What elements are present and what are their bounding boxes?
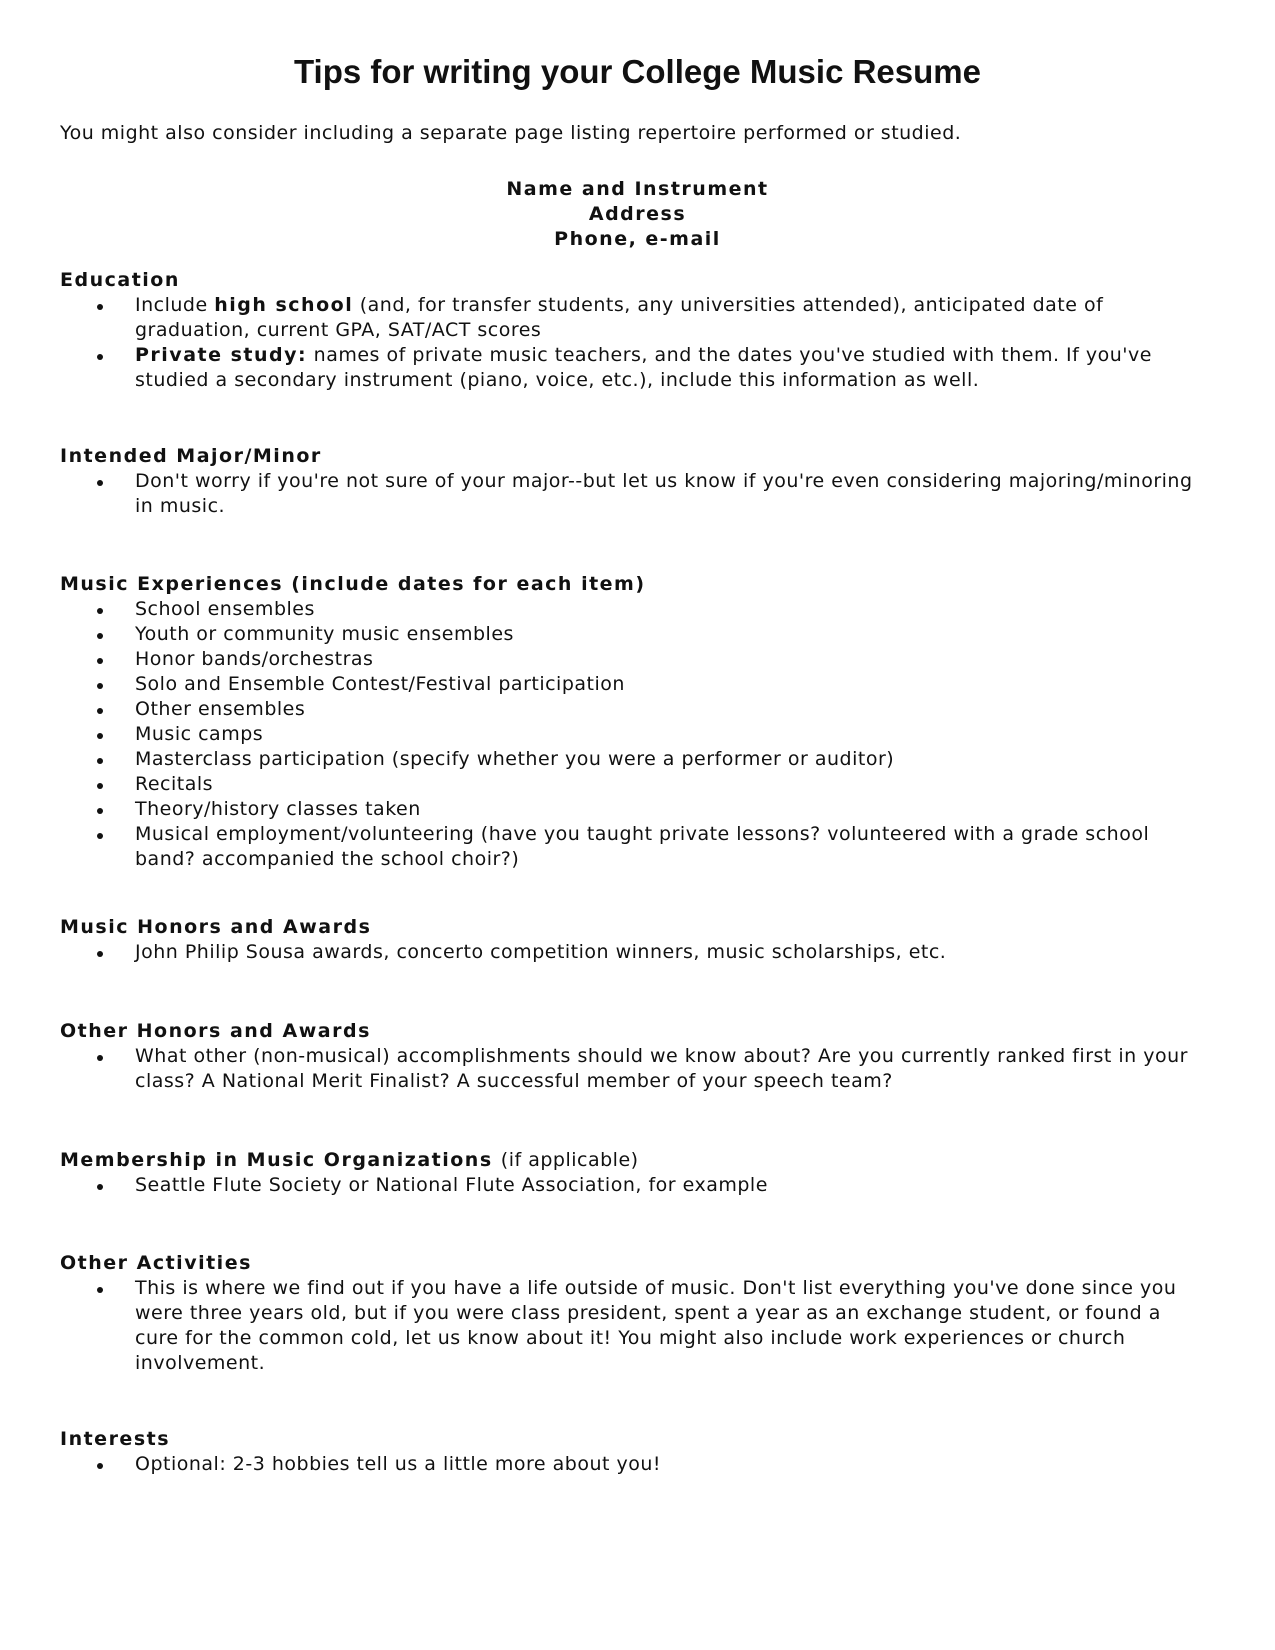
section-heading: Other Honors and Awards: [60, 1020, 371, 1042]
item-text: John Philip Sousa awards, concerto competition winners, music scholarships, etc.: [135, 941, 947, 963]
bullet-icon: [97, 608, 103, 614]
bullet-list: [60, 1452, 1210, 1477]
section-music-honors: [60, 915, 1210, 965]
bullet-icon: [97, 683, 103, 689]
list-item: [60, 597, 1210, 622]
list-item: [60, 1044, 1210, 1094]
section-activities: [60, 1251, 1210, 1376]
section-experiences: [60, 572, 1210, 872]
list-item: [60, 772, 1210, 797]
bullet-icon: [97, 758, 103, 764]
section-heading: Other Activities: [60, 1252, 252, 1274]
item-text: Theory/history classes taken: [135, 798, 421, 820]
list-item: [60, 697, 1210, 722]
contact-address: Address: [588, 203, 687, 225]
item-text: Solo and Ensemble Contest/Festival participation: [135, 673, 625, 695]
section-heading: Music Honors and Awards: [60, 916, 372, 938]
list-item: [60, 822, 1210, 872]
item-text: Include: [135, 294, 215, 316]
bullet-icon: [97, 783, 103, 789]
list-item: [60, 940, 1210, 965]
bullet-icon: [97, 658, 103, 664]
list-item: [60, 293, 1210, 343]
item-text: Masterclass participation (specify whether you were a performer or auditor): [135, 748, 895, 770]
item-text: Other ensembles: [135, 698, 306, 720]
list-item: [60, 469, 1210, 519]
list-item: [60, 647, 1210, 672]
bullet-list: [60, 293, 1210, 393]
item-text: Honor bands/orchestras: [135, 648, 374, 670]
list-item: [60, 1276, 1210, 1376]
bullet-icon: [97, 1184, 103, 1190]
bullet-icon: [97, 480, 103, 486]
section-heading: Education: [60, 269, 180, 291]
item-text: Music camps: [135, 723, 264, 745]
bullet-icon: [97, 733, 103, 739]
item-text: This is where we find out if you have a life outside of music. Don't list everything you've done since you were three years old, but if you were class president, spent a year as an exchange student, or found a cure for the common cold, let us know about it! You might also include work experiences or church involvement.: [135, 1277, 1177, 1374]
item-text: Recitals: [135, 773, 214, 795]
bullet-icon: [97, 708, 103, 714]
section-heading: Intended Major/Minor: [60, 445, 322, 467]
section-other-honors: [60, 1019, 1210, 1094]
bullet-icon: [97, 951, 103, 957]
bullet-icon: [97, 808, 103, 814]
intro-text: You might also consider including a separate page listing repertoire performed or studied.: [60, 122, 962, 144]
contact-phone: Phone, e-mail: [554, 228, 721, 250]
list-item: [60, 672, 1210, 697]
item-text: Seattle Flute Society or National Flute Association, for example: [135, 1174, 768, 1196]
item-text: Don't worry if you're not sure of your major--but let us know if you're even considering majoring/minoring in music.: [135, 470, 1193, 517]
bullet-icon: [97, 304, 103, 310]
contact-name: Name and Instrument: [506, 178, 769, 200]
section-heading: Music Experiences (include dates for each item): [60, 573, 646, 595]
item-text: names of private music teachers, and the dates you've studied with them. If you've studied a secondary instrument (piano, voice, etc.), include this information as well.: [135, 344, 1152, 391]
bullet-icon: [97, 1463, 103, 1469]
list-item: [60, 1173, 1210, 1198]
section-heading: Interests: [60, 1428, 171, 1450]
item-text: Youth or community music ensembles: [135, 623, 514, 645]
list-item: [60, 1452, 1210, 1477]
bullet-list: [60, 1044, 1210, 1094]
bullet-list: [60, 469, 1210, 519]
item-text: (and, for transfer students, any universities attended), anticipated date of graduation, current GPA, SAT/ACT scores: [135, 294, 1104, 341]
bullet-icon: [97, 633, 103, 639]
item-bold-text: high school: [214, 294, 354, 316]
section-education: [60, 268, 1210, 393]
bullet-icon: [97, 833, 103, 839]
item-text: School ensembles: [135, 598, 315, 620]
section-heading: [60, 1148, 1210, 1173]
list-item: [60, 722, 1210, 747]
bullet-list: [60, 940, 1210, 965]
item-text: What other (non-musical) accomplishments should we know about? Are you currently ranked first in your class? A National Merit Finalist? A successful member of your speech team?: [135, 1045, 1188, 1092]
heading-text: Membership in Music Organizations: [60, 1149, 493, 1171]
bullet-list: [60, 1173, 1210, 1198]
bullet-icon: [97, 354, 103, 360]
list-item: [60, 747, 1210, 772]
page-title: Tips for writing your College Music Resume: [293, 53, 981, 90]
heading-note: (if applicable): [500, 1149, 639, 1171]
bullet-list: [60, 597, 1210, 872]
bullet-icon: [97, 1287, 103, 1293]
list-item: [60, 622, 1210, 647]
section-membership: [60, 1148, 1210, 1198]
bullet-list: [60, 1276, 1210, 1376]
item-bold-text: Private study:: [135, 344, 308, 366]
list-item: [60, 797, 1210, 822]
bullet-icon: [97, 1055, 103, 1061]
section-major: [60, 444, 1210, 519]
list-item: [60, 343, 1210, 393]
item-text: Musical employment/volunteering (have you taught private lessons? volunteered with a grade school band? accompanied the school choir?): [135, 823, 1150, 870]
section-interests: [60, 1427, 1210, 1477]
item-text: Optional: 2-3 hobbies tell us a little more about you!: [135, 1453, 662, 1475]
contact-block: [0, 177, 1275, 252]
